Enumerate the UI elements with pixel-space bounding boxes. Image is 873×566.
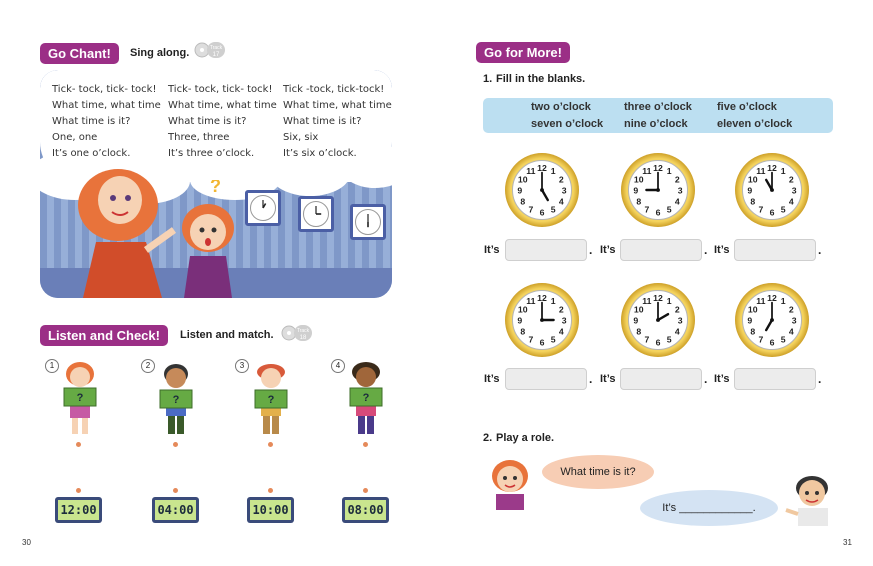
chant-column-3: [283, 82, 392, 162]
match-dot[interactable]: [363, 442, 368, 447]
word-bank-item: two o’clock: [531, 101, 591, 113]
clock-face: [512, 290, 572, 350]
track-number: 18: [299, 335, 307, 341]
clock-numeral: 12: [653, 163, 663, 174]
go-for-more-label: Go for More!: [476, 42, 570, 63]
clock-numeral: 9: [517, 185, 523, 196]
clock-numeral: 3: [791, 185, 797, 196]
page-number-left: 30: [22, 538, 31, 547]
match-dot[interactable]: [173, 488, 178, 493]
clock-numeral: 4: [788, 196, 794, 207]
digital-clock: [342, 497, 389, 523]
word-bank-item: three o’clock: [624, 101, 692, 113]
clock-numeral: 1: [666, 296, 672, 307]
clock-numeral: 6: [769, 207, 775, 218]
clock-numeral: 10: [747, 304, 758, 315]
clock-numeral: 4: [674, 196, 680, 207]
word-bank-item: seven o’clock: [531, 118, 604, 130]
answer-period: .: [818, 243, 822, 257]
clock-numeral: 1: [666, 166, 672, 177]
digital-clock: [247, 497, 294, 523]
word-bank-item: nine o’clock: [624, 118, 688, 130]
question-speech-bubble: [542, 455, 654, 489]
listen-instruction: Listen and match.: [180, 329, 274, 341]
clock-numeral: 5: [666, 334, 672, 345]
clock-numeral: 9: [747, 315, 753, 326]
clock-face: [628, 290, 688, 350]
task-2-title: Play a role.: [496, 432, 555, 444]
clock-numeral: 9: [633, 315, 639, 326]
clock-numeral: 12: [537, 293, 547, 304]
clock-numeral: 2: [674, 174, 680, 185]
digital-clock-time: 10:00: [250, 500, 291, 520]
analog-clock: [505, 153, 579, 227]
clock-center: [540, 318, 544, 322]
answer-period: .: [589, 243, 593, 257]
clock-numeral: 1: [780, 166, 786, 177]
its-label: It’s: [484, 373, 500, 385]
clock-numeral: 11: [642, 296, 652, 307]
role-girl-figure: [484, 456, 538, 510]
girl-figure: [168, 180, 248, 298]
clock-numeral: 10: [633, 174, 644, 185]
answer-blank[interactable]: [734, 368, 816, 390]
audio-track-17-icon[interactable]: [194, 40, 226, 60]
listen-check-label: Listen and Check!: [40, 325, 168, 346]
its-label: It’s: [714, 244, 730, 256]
clock-numeral: 6: [655, 207, 661, 218]
digital-clock-time: 12:00: [58, 500, 99, 520]
clock-numeral: 7: [758, 334, 764, 345]
clock-numeral: 1: [780, 296, 786, 307]
clock-numeral: 5: [550, 334, 556, 345]
clock-numeral: 3: [677, 315, 683, 326]
chant-line: What time, what time: [283, 100, 392, 111]
clock-numeral: 2: [788, 304, 794, 315]
answer-blank[interactable]: [505, 368, 587, 390]
clock-numeral: 12: [767, 293, 777, 304]
chant-line: Tick -tock, tick-tock!: [283, 84, 385, 95]
chant-line: It’s one o’clock.: [52, 148, 131, 159]
clock-numeral: 4: [558, 196, 564, 207]
go-chant-label: Go Chant!: [40, 43, 119, 64]
clock-numeral: 8: [750, 196, 756, 207]
clock-numeral: 11: [526, 296, 536, 307]
answer-blank[interactable]: [734, 239, 816, 261]
clock-numeral: 12: [767, 163, 777, 174]
clock-numeral: 1: [550, 296, 556, 307]
digital-clock: [152, 497, 199, 523]
chant-line: Six, six: [283, 132, 319, 143]
its-label: It’s: [600, 373, 616, 385]
clock-numeral: 7: [528, 204, 534, 215]
answer-bubble-text: It’s ____________.: [662, 502, 756, 514]
track-word: Track: [296, 328, 310, 334]
track-number: 17: [212, 52, 220, 58]
clock-numeral: 3: [561, 315, 567, 326]
clock-face: [512, 160, 572, 220]
clock-numeral: 4: [558, 326, 564, 337]
word-bank: [483, 98, 833, 133]
clock-numeral: 5: [550, 204, 556, 215]
match-dot[interactable]: [76, 442, 81, 447]
its-label: It’s: [600, 244, 616, 256]
clock-numeral: 2: [558, 174, 564, 185]
clock-numeral: 11: [756, 166, 766, 177]
its-label: It’s: [714, 373, 730, 385]
match-dot[interactable]: [363, 488, 368, 493]
question-bubble-text: What time is it?: [560, 466, 636, 478]
child-4-figure: [346, 360, 386, 436]
sign-question: ?: [362, 392, 370, 404]
track-word: Track: [209, 45, 223, 51]
wall-clock-face: [355, 209, 381, 235]
item-number: 1: [45, 359, 59, 373]
sign-question: ?: [267, 394, 275, 406]
chant-line: Tick- tock, tick- tock!: [168, 84, 273, 95]
analog-clock: [735, 283, 809, 357]
chant-line: Tick- tock, tick- tock!: [52, 84, 157, 95]
match-dot[interactable]: [173, 442, 178, 447]
clock-face: [628, 160, 688, 220]
clock-numeral: 7: [528, 334, 534, 345]
clock-numeral: 4: [674, 326, 680, 337]
sign-question: ?: [172, 394, 180, 406]
clock-numeral: 10: [517, 304, 528, 315]
clock-numeral: 5: [780, 334, 786, 345]
chant-line: What time, what time: [168, 100, 277, 111]
clock-numeral: 12: [537, 163, 547, 174]
clock-numeral: 8: [750, 326, 756, 337]
clock-numeral: 11: [526, 166, 536, 177]
answer-period: .: [589, 372, 593, 386]
answer-period: .: [704, 372, 708, 386]
wall-clock-face: [250, 195, 276, 221]
clock-numeral: 5: [666, 204, 672, 215]
clock-numeral: 7: [644, 204, 650, 215]
clock-numeral: 6: [539, 337, 545, 348]
chant-line: One, one: [52, 132, 98, 143]
clock-numeral: 8: [520, 326, 526, 337]
analog-clock: [735, 153, 809, 227]
clock-numeral: 5: [780, 204, 786, 215]
word-bank-item: eleven o’clock: [717, 118, 793, 130]
clock-center: [770, 318, 774, 322]
task-2-number: 2.: [483, 432, 493, 444]
wall-clock-three: [298, 196, 334, 232]
digital-clock: [55, 497, 102, 523]
task-1-title: Fill in the blanks.: [496, 73, 586, 85]
clock-numeral: 2: [788, 174, 794, 185]
chant-line: It’s six o’clock.: [283, 148, 357, 159]
clock-numeral: 4: [788, 326, 794, 337]
clock-numeral: 6: [769, 337, 775, 348]
child-2-figure: [156, 362, 196, 436]
clock-numeral: 7: [644, 334, 650, 345]
word-bank-item: five o’clock: [717, 101, 777, 113]
clock-numeral: 11: [642, 166, 652, 177]
clock-center: [770, 188, 774, 192]
chant-line: Three, three: [168, 132, 230, 143]
analog-clock: [505, 283, 579, 357]
item-number: 3: [235, 359, 249, 373]
digital-clock-time: 04:00: [155, 500, 196, 520]
answer-blank[interactable]: [620, 368, 702, 390]
clock-face: [742, 290, 802, 350]
clock-numeral: 7: [758, 204, 764, 215]
clock-numeral: 2: [674, 304, 680, 315]
answer-period: .: [818, 372, 822, 386]
chant-line: What time, what time: [52, 100, 161, 111]
answer-blank[interactable]: [620, 239, 702, 261]
clock-numeral: 3: [561, 185, 567, 196]
clock-numeral: 8: [520, 196, 526, 207]
clock-numeral: 9: [747, 185, 753, 196]
clock-numeral: 3: [791, 315, 797, 326]
teacher-figure: [58, 160, 178, 298]
item-number: 4: [331, 359, 345, 373]
page-number-right: 31: [843, 538, 852, 547]
analog-clock: [621, 283, 695, 357]
chant-line: It’s three o’clock.: [168, 148, 255, 159]
answer-period: .: [704, 243, 708, 257]
task-1-number: 1.: [483, 73, 493, 85]
clock-numeral: 10: [517, 174, 528, 185]
match-dot[interactable]: [76, 488, 81, 493]
question-mark: ?: [210, 180, 221, 196]
chant-line: What time is it?: [52, 116, 131, 127]
child-3-figure: [251, 362, 291, 436]
wall-clock-face: [303, 201, 329, 227]
clock-center: [540, 188, 544, 192]
clock-numeral: 9: [633, 185, 639, 196]
clock-numeral: 3: [677, 185, 683, 196]
its-label: It’s: [484, 244, 500, 256]
chant-line: What time is it?: [168, 116, 247, 127]
clock-numeral: 8: [636, 196, 642, 207]
answer-speech-bubble: [640, 490, 778, 526]
clock-numeral: 12: [653, 293, 663, 304]
match-dot[interactable]: [268, 442, 273, 447]
chant-column-1: [52, 82, 161, 162]
chant-instruction: Sing along.: [130, 47, 190, 59]
clock-numeral: 10: [747, 174, 758, 185]
sign-question: ?: [76, 392, 84, 404]
analog-clock: [621, 153, 695, 227]
clock-numeral: 9: [517, 315, 523, 326]
clock-center: [656, 318, 660, 322]
clock-numeral: 10: [633, 304, 644, 315]
clock-center: [656, 188, 660, 192]
answer-blank[interactable]: [505, 239, 587, 261]
audio-track-18-icon[interactable]: [281, 323, 313, 343]
clock-face: [742, 160, 802, 220]
item-number: 2: [141, 359, 155, 373]
clock-numeral: 11: [756, 296, 766, 307]
match-dot[interactable]: [268, 488, 273, 493]
child-1-figure: [60, 360, 100, 436]
clock-numeral: 1: [550, 166, 556, 177]
chant-line: What time is it?: [283, 116, 362, 127]
wall-clock-six: [350, 204, 386, 240]
chant-column-2: [168, 82, 277, 162]
wall-clock-one: [245, 190, 281, 226]
role-boy-figure: [784, 474, 836, 526]
chant-illustration: [40, 70, 392, 298]
clock-numeral: 6: [539, 207, 545, 218]
clock-numeral: 6: [655, 337, 661, 348]
clock-numeral: 8: [636, 326, 642, 337]
digital-clock-time: 08:00: [345, 500, 386, 520]
clock-numeral: 2: [558, 304, 564, 315]
